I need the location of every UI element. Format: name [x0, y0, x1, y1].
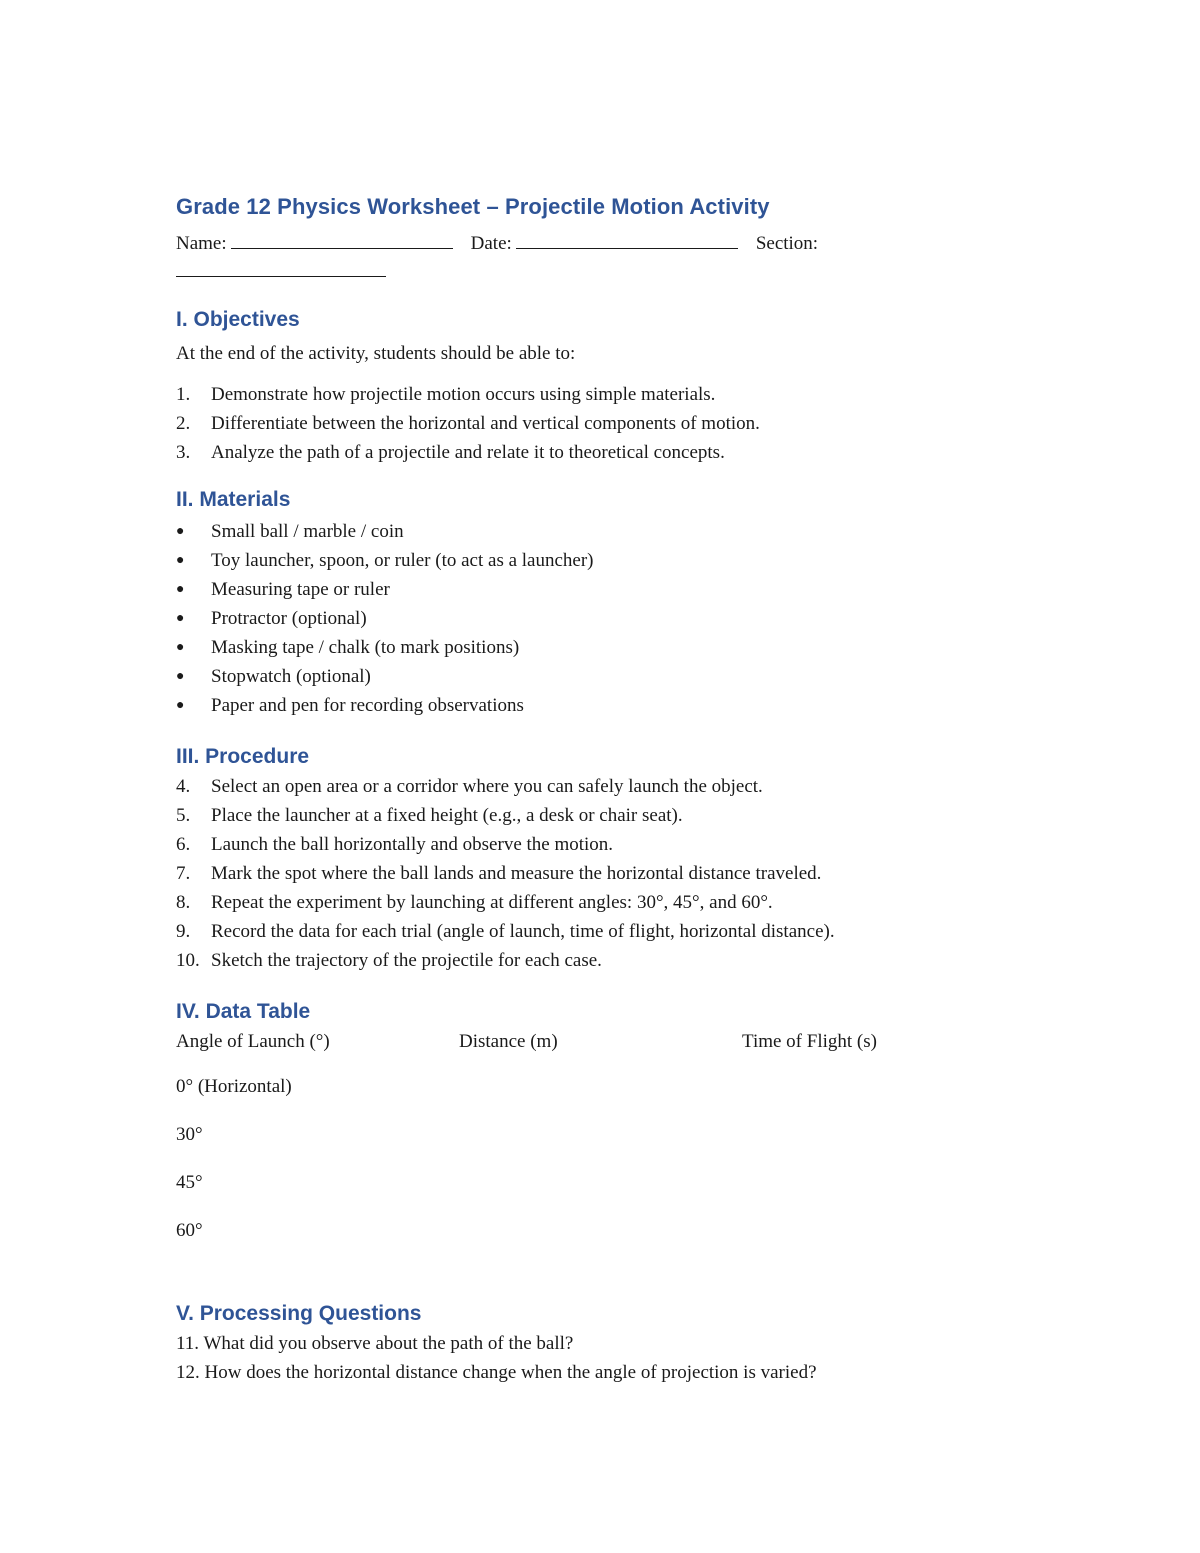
- list-item: 8. Repeat the experiment by launching at different angles: 30°, 45°, and 60°.: [176, 892, 773, 913]
- bullet-icon: ●: [176, 582, 185, 597]
- list-item: 10. Sketch the trajectory of the projectile for each case.: [176, 950, 602, 971]
- header-fields: [176, 228, 1036, 258]
- data-table-heading: IV. Data Table: [176, 1000, 311, 1023]
- list-item: 1. Demonstrate how projectile motion occurs using simple materials.: [176, 384, 716, 405]
- list-item: ● Toy launcher, spoon, or ruler (to act as a launcher): [176, 546, 1036, 575]
- table-cell-distance[interactable]: [459, 1063, 742, 1111]
- table-cell-time[interactable]: [742, 1207, 1032, 1255]
- materials-heading: II. Materials: [176, 488, 291, 511]
- list-item: ● Small ball / marble / coin: [176, 517, 1036, 546]
- bullet-icon: ●: [176, 553, 185, 568]
- list-item: 11. What did you observe about the path of the ball?: [176, 1333, 574, 1354]
- worksheet-page: [176, 190, 1036, 1387]
- table-cell-angle: 45°: [176, 1172, 203, 1193]
- list-item: 5. Place the launcher at a fixed height (e.g., a desk or chair seat).: [176, 805, 683, 826]
- list-item: ● Stopwatch (optional): [176, 662, 1036, 691]
- table-cell-time[interactable]: [742, 1159, 1032, 1207]
- list-item: 9. Record the data for each trial (angle of launch, time of flight, horizontal distance).: [176, 921, 835, 942]
- processing-list: [176, 1329, 1036, 1387]
- objectives-list: [176, 380, 1036, 467]
- data-table-body: [176, 1063, 1036, 1255]
- list-item: 6. Launch the ball horizontally and observe the motion.: [176, 834, 614, 855]
- data-table-header: [176, 1027, 1036, 1056]
- bullet-icon: ●: [176, 524, 185, 539]
- name-blank[interactable]: [231, 228, 453, 249]
- date-label: Date:: [470, 233, 512, 254]
- bullet-icon: ●: [176, 698, 185, 713]
- procedure-list: [176, 772, 1036, 975]
- table-cell-time[interactable]: [742, 1111, 1032, 1159]
- list-item: 12. How does the horizontal distance change when the angle of projection is varied?: [176, 1362, 817, 1383]
- list-item: 3. Analyze the path of a projectile and relate it to theoretical concepts.: [176, 442, 725, 463]
- table-cell-distance[interactable]: [459, 1159, 742, 1207]
- table-cell-distance[interactable]: [459, 1111, 742, 1159]
- list-item: ● Protractor (optional): [176, 604, 1036, 633]
- list-item: ● Masking tape / chalk (to mark positions): [176, 633, 1036, 662]
- table-cell-angle: 30°: [176, 1124, 203, 1145]
- bullet-icon: ●: [176, 669, 185, 684]
- objectives-intro: At the end of the activity, students should be able to:: [176, 343, 576, 364]
- bullet-icon: ●: [176, 640, 185, 655]
- list-item: ● Paper and pen for recording observations: [176, 691, 1036, 720]
- column-header-time: Time of Flight (s): [742, 1031, 877, 1052]
- name-label: Name:: [176, 233, 227, 254]
- list-item: 7. Mark the spot where the ball lands and measure the horizontal distance traveled.: [176, 863, 822, 884]
- bullet-icon: ●: [176, 611, 185, 626]
- list-item: 2. Differentiate between the horizontal and vertical components of motion.: [176, 413, 760, 434]
- table-row: [176, 1159, 1036, 1207]
- column-header-distance: Distance (m): [459, 1031, 558, 1052]
- objectives-heading: I. Objectives: [176, 308, 300, 331]
- list-item: ● Measuring tape or ruler: [176, 575, 1036, 604]
- section-label: Section:: [755, 233, 819, 254]
- table-cell-distance[interactable]: [459, 1207, 742, 1255]
- table-cell-angle: 60°: [176, 1220, 203, 1241]
- table-cell-time[interactable]: [742, 1063, 1032, 1111]
- list-item: 4. Select an open area or a corridor where you can safely launch the object.: [176, 776, 763, 797]
- document-title: Grade 12 Physics Worksheet – Projectile Motion Activity: [176, 194, 770, 219]
- column-header-angle: Angle of Launch (°): [176, 1031, 330, 1052]
- procedure-heading: III. Procedure: [176, 745, 310, 768]
- date-blank[interactable]: [516, 228, 738, 249]
- processing-heading: V. Processing Questions: [176, 1302, 422, 1325]
- materials-list: [176, 517, 1036, 720]
- table-row: [176, 1063, 1036, 1111]
- table-row: [176, 1111, 1036, 1159]
- table-row: [176, 1207, 1036, 1255]
- section-blank[interactable]: [176, 258, 386, 277]
- table-cell-angle: 0° (Horizontal): [176, 1076, 292, 1097]
